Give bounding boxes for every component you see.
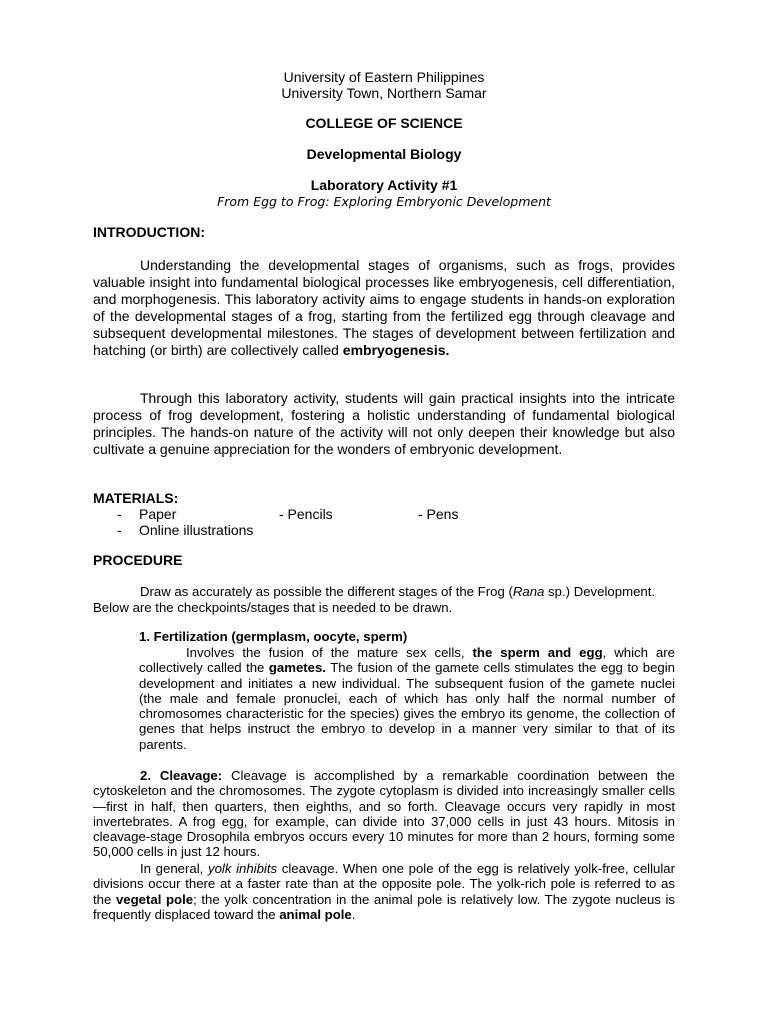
intro-paragraph-2: Through this laboratory activity, students will gain practical insights into the intricate process of frog development, fostering a holistic understanding of fundamental biological principles. The hands-on nature of the activity will not only deepen their knowledge but also cultivate a genuine appreciation for the wonders of embryonic development. [93, 390, 675, 457]
course-title: Developmental Biology [306, 146, 462, 162]
material-pens: - Pens [418, 506, 459, 522]
materials-heading: MATERIALS: [93, 490, 179, 506]
college-name: COLLEGE OF SCIENCE [305, 115, 463, 131]
fertilization-paragraph: Involves the fusion of the mature sex cells, the sperm and egg, which are collectively called the gametes. The fusion of the gamete cells stimulates the egg to begin development and initiates a new individual. The subsequent fusion of the gamete nuclei (the male and female pronuclei, each of which has only half the normal number of chromosomes characteristic for the species) gives the embryo its genome, the collection of genes that helps instruct the embryo to develop in a manner very similar to that of its parents. [139, 645, 676, 752]
material-online-illustrations: Online illustrations [139, 522, 254, 538]
university-address: University Town, Northern Samar [281, 85, 487, 101]
material-pencils: - Pencils [279, 506, 333, 522]
procedure-paragraph: Draw as accurately as possible the different stages of the Frog (Rana sp.) Development. Below are the checkpoints/stages that is needed to be drawn. [93, 584, 656, 615]
fertilization-title: 1. Fertilization (germplasm, oocyte, sperm) [139, 629, 408, 644]
yolk-paragraph: In general, yolk inhibits cleavage. When one pole of the egg is relatively yolk-free, cellular divisions occur there at a faster rate than at the opposite pole. The yolk-rich pole is referred to as the vegetal pole; the yolk concentration in the animal pole is relatively low. The zygote nucleus is frequently displaced toward the animal pole. [93, 861, 676, 922]
material-paper: Paper [139, 506, 177, 522]
materials-dash-1: - [117, 506, 122, 522]
intro-paragraph-1: Understanding the developmental stages of organisms, such as frogs, provides valuable insight into fundamental biological processes like embryogenesis, cell differentiation, and morphogenesis. This laboratory activity aims to engage students in hands-on exploration of the developmental stages of a frog, starting from the fertilized egg through cleavage and subsequent developmental milestones. The stages of development between fertilization and hatching (or birth) are collectively called embryogenesis. [93, 257, 675, 358]
materials-dash-2: - [117, 522, 122, 538]
activity-title: Laboratory Activity #1 [310, 177, 458, 193]
cleavage-paragraph: 2. Cleavage: Cleavage is accomplished by a remarkable coordination between the cytoskeleton and the chromosomes. The zygote cytoplasm is divided into increasingly smaller cells—first in half, then quarters, then eighths, and so forth. Cleavage occurs very rapidly in most invertebrates. A frog egg, for example, can divide into 37,000 cells in just 43 hours. Mitosis in cleavage-stage Drosophila embryos occurs every 10 minutes for more than 2 hours, forming some 50,000 cells in just 12 hours. [93, 768, 676, 860]
procedure-heading: PROCEDURE [93, 552, 183, 568]
activity-subtitle: From Egg to Frog: Exploring Embryonic Development [217, 194, 551, 209]
university-name: University of Eastern Philippines [283, 69, 485, 85]
introduction-heading: INTRODUCTION: [93, 224, 205, 240]
